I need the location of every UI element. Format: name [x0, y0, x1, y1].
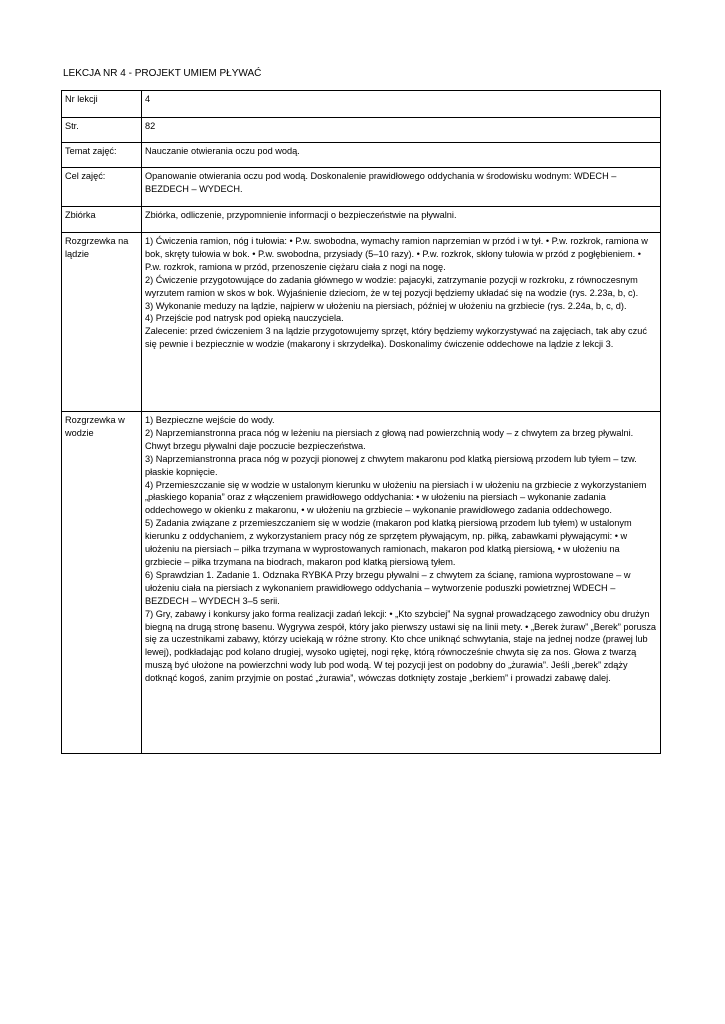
value-line: 3) Wykonanie meduzy na lądzie, najpierw w ułożeniu na piersiach, później w ułożeniu na grzbiecie (rys. 2.24a, b, c, d). — [145, 300, 627, 311]
row-label: Nr lekcji — [62, 91, 142, 118]
value-line: 82 — [145, 121, 156, 131]
value-line: Opanowanie otwierania oczu pod wodą. Doskonalenie prawidłowego oddychania w środowisku wodnym: WDECH – BEZDECH – WYDECH. — [145, 171, 617, 194]
row-value — [142, 91, 661, 118]
row-value — [142, 207, 661, 233]
row-value — [142, 233, 661, 412]
value-line: 2) Naprzemianstronna praca nóg w leżeniu na piersiach z głową nad powierzchnią wody – z chwytem za brzeg pływalni. Chwyt brzegu pływalni daje poczucie bezpieczeństwa. — [145, 427, 634, 451]
row-label: Rozgrzewka na lądzie — [62, 233, 142, 412]
value-line: 1) Ćwiczenia ramion, nóg i tułowia: • P.w. swobodna, wymachy ramion naprzemian w przód i w tył. • P.w. rozkrok, ramiona w bok, skręty tułowia w bok. • P.w. swobodna, przysiady (5–10 razy). • P.w. rozkrok, skłony tułowia w przód z pogłębieniem. • P.w. rozkrok, ramiona w przód, przenoszenie ciężaru ciała z nogi na nogę. — [145, 236, 648, 272]
value-line: Zalecenie: przed ćwiczeniem 3 na lądzie przygotowujemy sprzęt, który będziemy wykorzystywać na zajęciach, tak aby czuć się pewnie i bezpiecznie w wodzie (makarony i skrzydełka). Doskonalimy ćwiczenie oddechowe na lądzie z lekcji 3. — [145, 326, 647, 350]
table-row-lesson-number — [62, 91, 661, 118]
value-line: Zbiórka, odliczenie, przypomnienie informacji o bezpieczeństwie na pływalni. — [145, 210, 457, 220]
value-line: 3) Naprzemianstronna praca nóg w pozycji pionowej z chwytem makaronu pod klatką piersiową przodem lub tyłem – tzw. płaskie kopnięcie. — [145, 453, 637, 477]
value-line: 6) Sprawdzian 1. Zadanie 1. Odznaka RYBKA Przy brzegu pływalni – z chwytem za ścianę, ramiona wyprostowane – w ułożeniu ciała na piersiach z wykonaniem prawidłowego oddychania – wytworzenie poduszki powietrznej WDECH – BEZDECH – WYDECH 3–5 serii. — [145, 569, 631, 606]
row-label: Cel zajęć: — [62, 168, 142, 207]
table-row-page — [62, 118, 661, 143]
table-row-topic — [62, 143, 661, 168]
table-row-land-warmup — [62, 233, 661, 412]
table-row-assembly — [62, 207, 661, 233]
row-label: Zbiórka — [62, 207, 142, 233]
value-line: 4) Przejście pod natrysk pod opieką nauczyciela. — [145, 313, 344, 324]
table-row-goal — [62, 168, 661, 207]
row-value — [142, 118, 661, 143]
row-label: Str. — [62, 118, 142, 143]
table-row-water-warmup — [62, 412, 661, 754]
value-line: 4) Przemieszczanie się w wodzie w ustalonym kierunku w ułożeniu na piersiach i w ułożeniu na grzbiecie z wykorzystaniem „płaskiego kopania” oraz z włączeniem prawidłowego oddychania: • w ułożeniu na piersiach – wykonanie zadania oddechowego w okienku z makaronu, • w ułożeniu na grzbiecie – wykonanie prawidłowego zadania oddechowego. — [145, 479, 647, 516]
value-line: 1) Bezpieczne wejście do wody. — [145, 415, 275, 425]
document-title: LEKCJA NR 4 - PROJEKT UMIEM PŁYWAĆ — [63, 68, 262, 79]
value-line: Nauczanie otwierania oczu pod wodą. — [145, 146, 300, 156]
row-label: Temat zajęć: — [62, 143, 142, 168]
value-line: 7) Gry, zabawy i konkursy jako forma realizacji zadań lekcji: • „Kto szybciej” Na sygnał prowadzącego zawodnicy obu drużyn biegną na drugą stronę basenu. Wygrywa zespół, który jako pierwszy ustawi się na linii mety. • „Berek żuraw” „Berek” porusza się za uczestnikami zabawy, którzy uciekają w różne strony. Kto chce uniknąć schwytania, staje na jednej nodze (prawej lub lewej), podkładając pod kolano drugiej, wysoko ugiętej, nogi rękę, którą równocześnie chwyta się za nos. Głowa z twarzą muszą być ułożone na powierzchni wody lub pod wodą. W tej pozycji jest on podobny do „żurawia”. Jeśli „berek” zdąży dotknąć kogoś, zanim przyjmie on postać „żurawia”, wówczas dotknięty zostaje „berkiem” i prowadzi zabawę dalej. — [145, 608, 657, 684]
value-line: 4 — [145, 94, 151, 104]
value-line: 2) Ćwiczenie przygotowujące do zadania głównego w wodzie: pajacyki, zatrzymanie pozycji w rozkroku, z równoczesnym wyrzutem ramion w skos w bok. Wyjaśnienie dzieciom, że w tej pozycji będziemy układać się na wodzie (rys. 2.23a, b, c). — [145, 274, 639, 298]
row-value — [142, 168, 661, 207]
value-line: 5) Zadania związane z przemieszczaniem się w wodzie (makaron pod klatką piersiową przodem lub tyłem) w ustalonym kierunku z oddychaniem, z wykorzystaniem pracy nóg ze sprzętem pływającym, np. piłką, zabawkami pływającymi: • w ułożeniu na piersiach – piłka trzymana w wyprostowanych ramionach, makaron pod klatką piersiową, • w ułożeniu na grzbiecie – piłka trzymana na biodrach, makaron pod klatką piersiową tyłem. — [145, 518, 632, 567]
row-value — [142, 143, 661, 168]
lesson-table — [61, 90, 661, 754]
row-label: Rozgrzewka w wodzie — [62, 412, 142, 754]
row-value — [142, 412, 661, 754]
